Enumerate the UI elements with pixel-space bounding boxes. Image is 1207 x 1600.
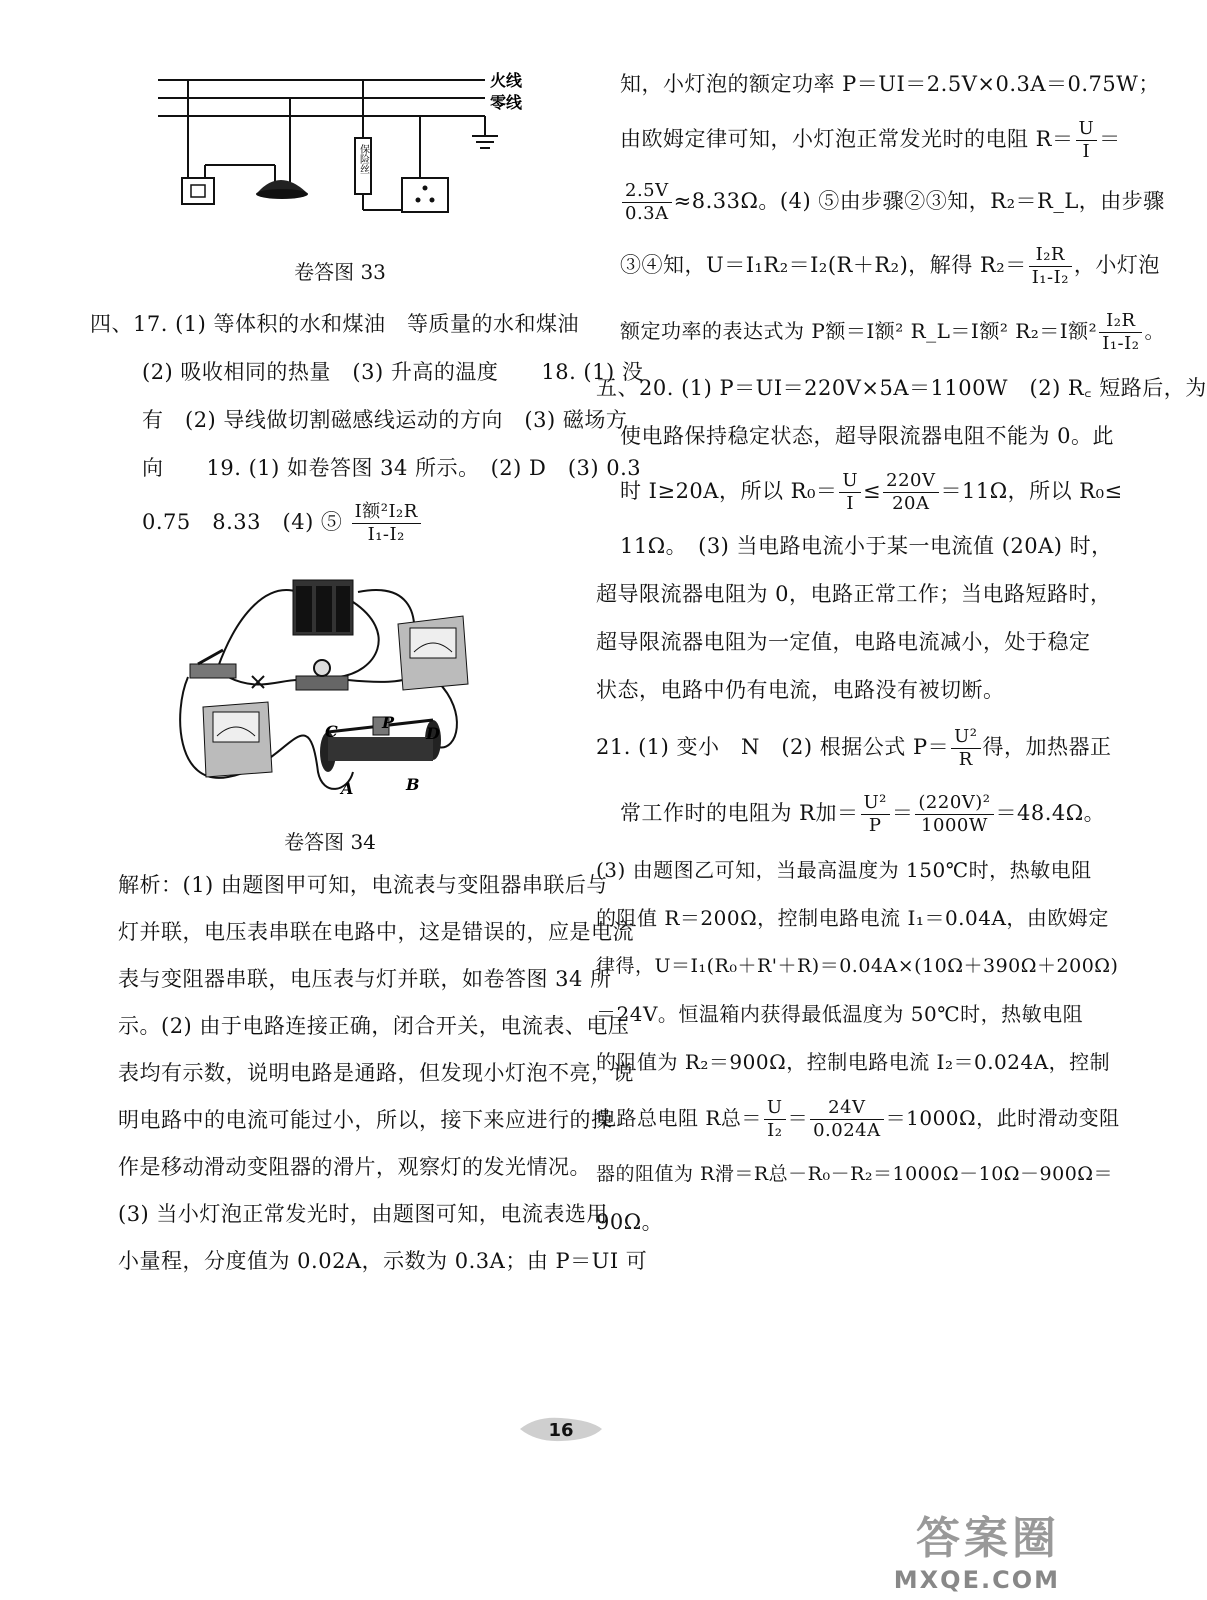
answer-17-18: (2) 吸收相同的热量 (3) 升高的温度 18. (1) 没 (142, 360, 644, 384)
right-line-18: ＝24V。恒温箱内获得最低温度为 50℃时，热敏电阻 (596, 1002, 1084, 1026)
numerator: (220V)² (915, 792, 993, 815)
analysis-line: 示。(2) 由于电路连接正确，闭合开关，电流表、电压 (118, 1014, 630, 1038)
left-column (90, 300, 644, 552)
fraction-power (1099, 310, 1142, 355)
text-span: ＝ (787, 1106, 809, 1130)
fraction-220v-20a (883, 470, 938, 515)
right-line-15: (3) 由题图乙可知，当最高温度为 150℃时，热敏电阻 (596, 858, 1092, 882)
fraction-u-over-i2 (764, 1097, 786, 1142)
right-line-20 (596, 1086, 1120, 1150)
answer-19: 向 19. (1) 如卷答图 34 所示。 (2) D (3) 0.3 (142, 456, 642, 480)
analysis-line: 表均有示数，说明电路是通路，但发现小灯泡不亮，说 (118, 1061, 634, 1085)
analysis-line: 明电路中的电流可能过小，所以，接下来应进行的操 (118, 1108, 613, 1132)
denominator: I (846, 493, 854, 514)
answer-17: 四、17. (1) 等体积的水和煤油 等质量的水和煤油 (90, 312, 579, 336)
fuse-label: 保险丝 (357, 144, 369, 174)
formula-denominator: I₁-I₂ (367, 524, 405, 545)
answer-21 (596, 714, 1112, 780)
formula-numerator: I额²I₂R (352, 501, 421, 524)
denominator: 0.3A (625, 203, 669, 224)
text-span: 由欧姆定律可知，小灯泡正常发光时的电阻 R＝ (620, 127, 1074, 151)
denominator: R (958, 749, 973, 770)
numerator: 2.5V (622, 180, 672, 203)
analysis-line: 灯并联，电压表串联在电路中，这是错误的，应是电流 (118, 920, 634, 944)
right-line-8 (596, 460, 1123, 522)
numerator: I₂R (1099, 310, 1142, 333)
right-line-16: 的阻值 R＝200Ω，控制电路电流 I₁＝0.04A，由欧姆定 (596, 906, 1109, 930)
page-number: 16 (548, 1420, 574, 1441)
denominator: I (1082, 141, 1091, 162)
analysis-line: 表与变阻器串联，电压表与灯并联，如卷答图 34 所 (118, 967, 612, 991)
analysis-line: 小量程，分度值为 0.02A，示数为 0.3A；由 P＝UI 可 (118, 1249, 648, 1273)
numerator: U (764, 1097, 786, 1120)
text-span: 电路总电阻 R总＝ (596, 1106, 762, 1130)
text-span: ③④知，U＝I₁R₂＝I₂(R＋R₂)，解得 R₂＝ (620, 253, 1027, 277)
text-span: ≈8.33Ω。(4) ⑤由步骤②③知，R₂＝R_L，由步骤 (673, 189, 1165, 213)
text-span: 得，加热器正 (982, 735, 1112, 759)
terminal-c-label: C (325, 722, 338, 741)
right-line-1: 知，小灯泡的额定功率 P＝UI＝2.5V×0.3A＝0.75W； (620, 72, 1160, 96)
answer-18: 有 (2) 导线做切割磁感线运动的方向 (3) 磁场方 (142, 408, 628, 432)
numerator: U² (951, 726, 980, 749)
analysis-line: 作是移动滑动变阻器的滑片，观察灯的发光情况。 (118, 1155, 591, 1179)
text-span: 常工作时的电阻为 R加＝ (620, 801, 859, 825)
fraction-24v (810, 1097, 884, 1142)
terminal-b-label: B (406, 775, 420, 794)
text-span: 额定功率的表达式为 P额＝I额² R_L＝I额² R₂＝I额² (620, 319, 1098, 343)
fraction-220v-sq (915, 792, 993, 837)
right-line-12: 状态，电路中仍有电流，电路没有被切断。 (596, 678, 1005, 702)
numerator: U (839, 470, 861, 493)
live-wire-label: 火线 (490, 71, 523, 90)
numerator: I₂R (1029, 244, 1072, 267)
right-line-3 (596, 170, 1165, 232)
numerator: U (1076, 118, 1098, 141)
right-line-5 (596, 298, 1165, 364)
right-line-2 (596, 108, 1121, 170)
terminal-d-label: D (426, 724, 440, 743)
text-span: ≤ (863, 479, 882, 503)
right-line-11: 超导限流器电阻为一定值，电路电流减小，处于稳定 (596, 630, 1091, 654)
answer-19-cont (118, 492, 558, 552)
text-span: 时 I≥20A，所以 R₀＝ (620, 479, 838, 503)
figure-33-caption: 卷答图 33 (294, 260, 386, 284)
watermark-logo (894, 1502, 1060, 1594)
numerator: 220V (883, 470, 938, 493)
right-line-19: 的阻值为 R₂＝900Ω，控制电路电流 I₂＝0.024A，控制 (596, 1050, 1111, 1074)
text-span: ＝ (891, 801, 914, 825)
denominator: 1000W (921, 815, 988, 836)
fraction-u2-over-p (861, 792, 890, 837)
neutral-wire-label: 零线 (490, 93, 523, 112)
denominator: I₂ (767, 1120, 783, 1141)
right-line-4 (596, 232, 1160, 298)
right-line-21: 器的阻值为 R滑＝R总－R₀－R₂＝1000Ω－10Ω－900Ω＝ (596, 1163, 1114, 1185)
answer-19-values: 0.75 8.33 (4) ⑤ (142, 510, 343, 534)
right-line-7: 使电路保持稳定状态，超导限流器电阻不能为 0。此 (620, 424, 1115, 448)
fraction-r2 (1029, 244, 1072, 289)
analysis-line: (3) 当小灯泡正常发光时，由题图可知，电流表选用 (118, 1202, 608, 1226)
fraction-u-over-i (839, 470, 861, 515)
text-span: ＝11Ω，所以 R₀≤ (940, 479, 1123, 503)
text-span: ，小灯泡 (1073, 253, 1160, 277)
right-column (596, 60, 1207, 1246)
fraction-2-5v (622, 180, 672, 225)
figure-34-caption: 卷答图 34 (284, 830, 376, 854)
numerator: 24V (810, 1097, 884, 1120)
right-line-9: 11Ω。 (3) 当电路电流小于某一电流值 (20A) 时， (620, 534, 1113, 558)
fraction-u2-over-r (951, 726, 980, 771)
text-span: ＝48.4Ω。 (995, 801, 1106, 825)
terminal-a-label: A (341, 779, 354, 798)
watermark-line-2: MXQE.COM (893, 1566, 1060, 1594)
numerator: U² (861, 792, 890, 815)
watermark-line-1: 答案圈 (916, 1513, 1060, 1564)
right-line-10: 超导限流器电阻为 0，电路正常工作；当电路短路时， (596, 582, 1112, 606)
denominator: I₁-I₂ (1102, 333, 1140, 354)
denominator: I₁-I₂ (1031, 267, 1069, 288)
right-line-17: 律得，U＝I₁(R₀＋R'＋R)＝0.04A×(10Ω＋390Ω＋200Ω) (596, 955, 1119, 977)
figure-33-wiring-diagram (150, 60, 550, 230)
text-span: 。 (1144, 319, 1165, 343)
text-span: ＝1000Ω，此时滑动变阻 (885, 1106, 1120, 1130)
text-span: 21. (1) 变小 N (2) 根据公式 P＝ (596, 735, 950, 759)
denominator: 0.024A (813, 1120, 881, 1141)
right-line-22: 90Ω。 (596, 1210, 664, 1234)
text-span: ＝ (1099, 127, 1121, 151)
fraction-u-over-i (1076, 118, 1098, 163)
answer-19-formula (352, 501, 421, 546)
analysis-line: 解析：(1) 由题图甲可知，电流表与变阻器串联后与 (118, 873, 608, 897)
denominator: 20A (892, 493, 930, 514)
denominator: P (868, 815, 882, 836)
figure-34-circuit (168, 572, 478, 804)
right-line-14 (596, 780, 1106, 846)
page-number-badge (516, 1414, 606, 1444)
answer-20: 五、20. (1) P＝UI＝220V×5A＝1100W (2) R꜀ 短路后，为 (596, 376, 1207, 400)
slider-p-label: P (382, 713, 395, 732)
